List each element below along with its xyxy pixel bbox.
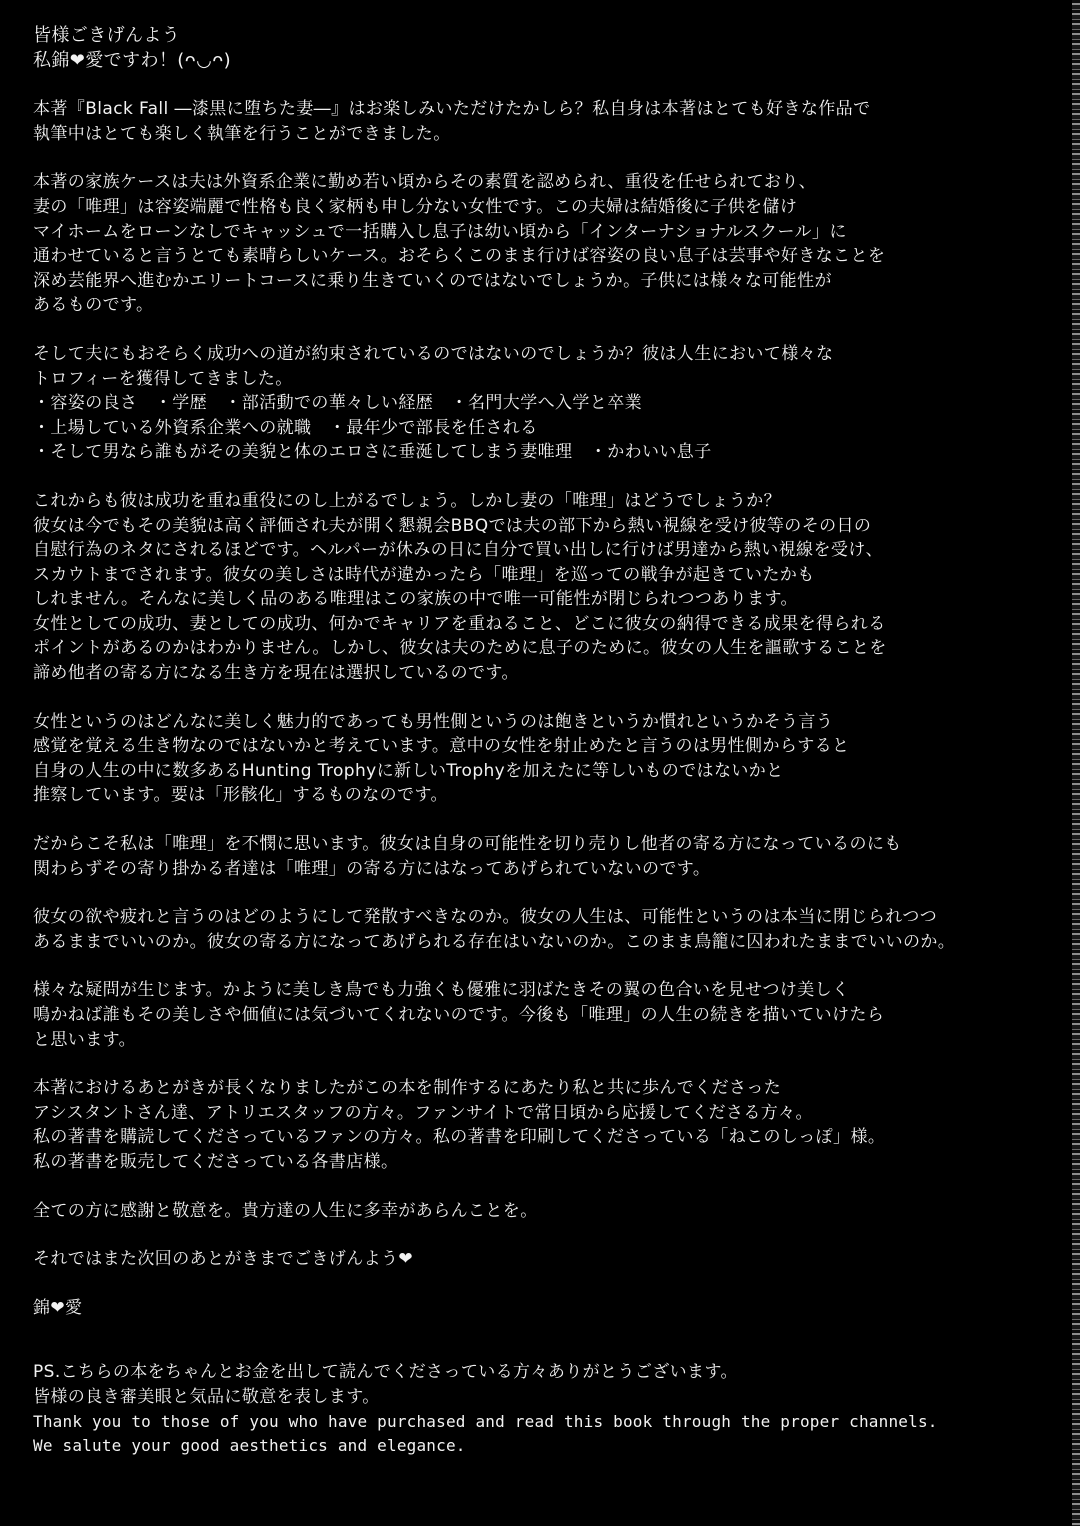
- text-line: と思います。: [33, 1029, 137, 1050]
- text-line: アシスタントさん達、アトリエスタッフの方々。ファンサイトで常日頃から応援してくださる方々。: [33, 1102, 813, 1123]
- text-line: それではまた次回のあとがきまでごきげんよう❤: [33, 1249, 414, 1270]
- text-line: 彼女は今でもその美貌は高く評価され夫が開く懇親会BBQでは夫の部下から熱い視線を受け彼等のその日の: [33, 515, 872, 536]
- text-line: 私の著書を販売してくださっている各書店様。: [33, 1151, 399, 1172]
- trophy-list-item: ・そして男なら誰もがその美貌と体のエロさに垂涎してしまう妻唯理 ・かわいい息子: [33, 442, 712, 463]
- text-line: 執筆中はとても楽しく執筆を行うことができました。: [33, 123, 451, 144]
- text-line: トロフィーを獲得してきました。: [33, 368, 293, 389]
- text-line: Thank you to those of you who have purchased and read this book through the proper channels.: [33, 1411, 938, 1431]
- paragraph-5: [33, 710, 1043, 808]
- paragraph-4: [33, 489, 1043, 686]
- text-line: 本著『Black Fall ―漆黒に堕ちた妻―』はお楽しみいただけたかしら？私自身は本著はとても好きな作品で: [33, 99, 871, 120]
- text-line: スカウトまでされます。彼女の美しさは時代が違かったら「唯理」を巡っての戦争が起きていたかも: [33, 564, 815, 585]
- paragraph-6: [33, 832, 1043, 881]
- text-line: 感覚を覚える生き物なのではないかと考えています。意中の女性を射止めたと言うのは男性側からすると: [33, 736, 850, 757]
- signature: [33, 1296, 1043, 1321]
- torn-paper-edge: [1072, 0, 1080, 1526]
- text-line: PS.こちらの本をちゃんとお金を出して読んでくださっている方々ありがとうございます。: [33, 1362, 738, 1383]
- postscript: [33, 1360, 1043, 1409]
- paragraph-3: [33, 342, 1043, 465]
- text-line: 深め芸能界へ進むかエリートコースに乗り生きていくのではないでしょうか。子供には様々な可能性が: [33, 270, 832, 291]
- text-line: そして夫にもおそらく成功への道が約束されているのではないのでしょうか？彼は人生において様々な: [33, 343, 834, 364]
- text-line: 関わらずその寄り掛かる者達は「唯理」の寄る方にはなってあげられていないのです。: [33, 858, 711, 879]
- text-line: 様々な疑問が生じます。かように美しき鳥でも力強くも優雅に羽ばたきその翼の色合いを見せつけ美しく: [33, 980, 850, 1001]
- trophy-list-item: ・上場している外資系企業への就職 ・最年少で部長を任される: [33, 417, 538, 438]
- text-line: マイホームをローンなしでキャッシュで一括購入し息子は幼い頃から「インターナショナルスクール」に: [33, 221, 847, 242]
- text-line: 皆様の良き審美眼と気品に敬意を表します。: [33, 1386, 380, 1407]
- text-line: 私錦❤愛ですわ！(ᴖ◡ᴖ): [33, 49, 232, 71]
- text-line: 諦め他者の寄る方になる生き方を現在は選択しているのです。: [33, 663, 519, 684]
- text-line: We salute your good aesthetics and elegance.: [33, 1436, 466, 1456]
- paragraph-2: [33, 170, 1043, 318]
- text-line: 自慰行為のネタにされるほどです。ヘルパーが休みの日に自分で買い出しに行けば男達から熱い視線を受け、: [33, 540, 884, 561]
- paragraph-7: [33, 905, 1043, 954]
- paragraph-8: [33, 978, 1043, 1052]
- paragraph-9: [33, 1076, 1043, 1174]
- paragraph-11: [33, 1247, 1043, 1272]
- text-line: 妻の「唯理」は容姿端麗で性格も良く家柄も申し分ない女性です。この夫婦は結婚後に子供を儲け: [33, 196, 798, 217]
- text-line: 皆様ごきげんよう: [33, 25, 181, 46]
- signature-text: 錦❤愛: [33, 1297, 83, 1318]
- text-line: だからこそ私は「唯理」を不憫に思います。彼女は自身の可能性を切り売りし他者の寄る方になっているのにも: [33, 834, 902, 855]
- text-line: あるままでいいのか。彼女の寄る方になってあげられる存在はいないのか。このまま鳥籠に囚われたままでいいのか。: [33, 931, 956, 952]
- text-line: 本著の家族ケースは夫は外資系企業に勤め若い頃からその素質を認められ、重役を任せられており、: [33, 172, 817, 193]
- text-line: 女性としての成功、妻としての成功、何かでキャリアを重ねること、どこに彼女の納得できる成果を得られる: [33, 613, 886, 634]
- text-line: 彼女の欲や疲れと言うのはどのようにして発散すべきなのか。彼女の人生は、可能性というのは本当に閉じられつつ: [33, 907, 938, 928]
- text-line: 本著におけるあとがきが長くなりましたがこの本を制作するにあたり私と共に歩んでくださった: [33, 1078, 782, 1099]
- text-line: あるものです。: [33, 295, 154, 316]
- text-line: 通わせていると言うとても素晴らしいケース。おそらくこのまま行けば容姿の良い息子は芸事や好きなことを: [33, 246, 886, 267]
- text-line: 私の著書を購読してくださっているファンの方々。私の著書を印刷してくださっている「ねこのしっぽ」様。: [33, 1127, 886, 1148]
- text-line: これからも彼は成功を重ね重役にのし上がるでしょう。しかし妻の「唯理」はどうでしょうか？: [33, 490, 782, 511]
- text-line: 鳴かねば誰もその美しさや価値には気づいてくれないのです。今後も「唯理」の人生の続きを描いていけたら: [33, 1005, 885, 1025]
- text-line: 推察しています。要は「形骸化」するものなのです。: [33, 785, 448, 806]
- text-line: ポイントがあるのかはわかりません。しかし、彼女は夫のために息子のために。彼女の人生を謳歌することを: [33, 638, 887, 659]
- text-line: 女性というのはどんなに美しく魅力的であっても男性側というのは飽きというか慣れというかそう言う: [33, 711, 834, 732]
- afterword-text: [33, 24, 1043, 1483]
- paragraph-1: [33, 97, 1043, 146]
- trophy-list-item: ・容姿の良さ ・学歴 ・部活動での華々しい経歴 ・名門大学へ入学と卒業: [33, 393, 642, 414]
- text-line: 自身の人生の中に数多あるHunting Trophyに新しいTrophyを加えたに等しいものではないかと: [33, 760, 784, 781]
- text-line: 全ての方に感謝と敬意を。貴方達の人生に多幸があらんことを。: [33, 1200, 538, 1221]
- text-line: しれません。そんなに美しく品のある唯理はこの家族の中で唯一可能性が閉じられつつあります。: [33, 589, 798, 610]
- paragraph-10: [33, 1199, 1043, 1224]
- postscript-english: [33, 1410, 1043, 1459]
- greeting: [33, 24, 1043, 73]
